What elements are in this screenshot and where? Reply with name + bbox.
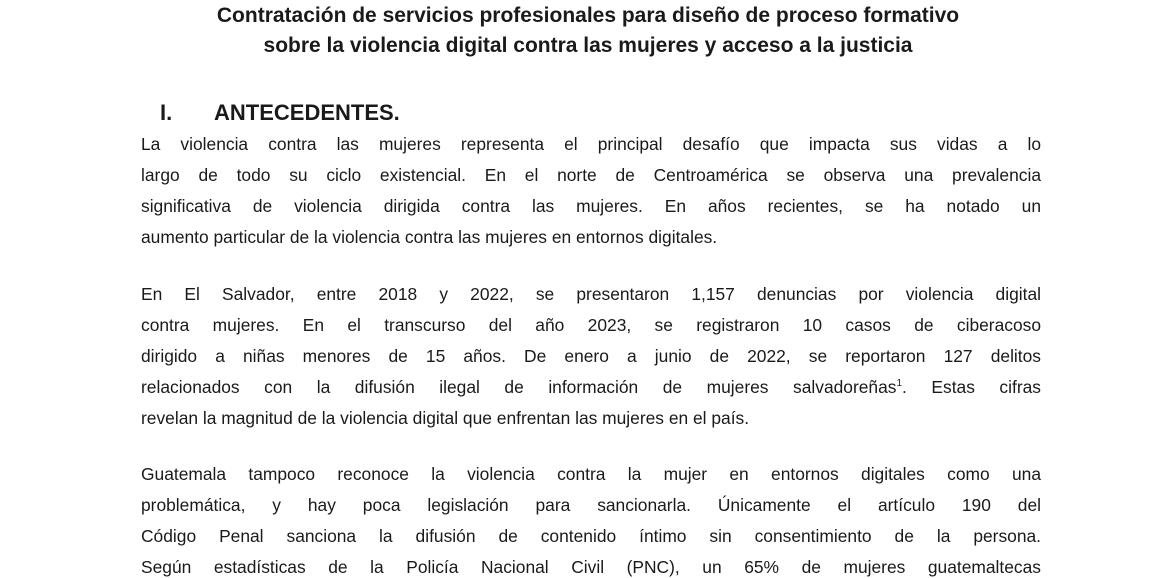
paragraph-line-with-footnote xyxy=(141,372,1041,403)
paragraph-line: Código Penal sanciona la difusión de contenido íntimo sin consentimiento de la persona. xyxy=(141,526,1041,546)
footnote-marker[interactable]: 1 xyxy=(896,378,903,390)
paragraph-line: Guatemala tampoco reconoce la violencia contra la mujer en entornos digitales como una xyxy=(141,464,1041,484)
paragraph-line: significativa de violencia dirigida contra las mujeres. En años recientes, se ha notado un xyxy=(141,196,1041,216)
paragraph-line: La violencia contra las mujeres representa el principal desafío que impacta sus vidas a lo xyxy=(141,134,1041,154)
paragraph-line: largo de todo su ciclo existencial. En el norte de Centroamérica se observa una prevalencia xyxy=(141,165,1041,185)
paragraph-line: problemática, y hay poca legislación para sancionarla. Únicamente el artículo 190 del xyxy=(141,495,1041,515)
paragraph-2 xyxy=(141,279,1041,434)
document-title-line-1: Contratación de servicios profesionales para diseño de proceso formativo xyxy=(216,4,960,27)
section-title: ANTECEDENTES. xyxy=(214,100,400,125)
paragraph-line: contra mujeres. En el transcurso del año 2023, se registraron 10 casos de ciberacoso xyxy=(141,315,1041,335)
footnote-line-tail: . Estas cifras xyxy=(902,377,1041,397)
section-number: I. xyxy=(160,100,173,125)
paragraph-line: dirigido a niñas menores de 15 años. De enero a junio de 2022, se reportaron 127 delitos xyxy=(141,346,1041,366)
section-heading xyxy=(160,100,400,126)
paragraph-3 xyxy=(141,459,1041,578)
paragraph-line: Según estadísticas de la Policía Nacional Civil (PNC), un 65% de mujeres guatemaltecas xyxy=(141,557,1041,577)
footnote-line-text: relacionados con la difusión ilegal de información de mujeres salvadoreñas xyxy=(141,377,897,397)
paragraph-line: En El Salvador, entre 2018 y 2022, se presentaron 1,157 denuncias por violencia digital xyxy=(141,284,1041,304)
paragraph-line: aumento particular de la violencia contra las mujeres en entornos digitales. xyxy=(141,227,718,247)
paragraph-line: revelan la magnitud de la violencia digital que enfrentan las mujeres en el país. xyxy=(141,408,750,428)
paragraph-1 xyxy=(141,129,1041,253)
document-title-line-2: sobre la violencia digital contra las mujeres y acceso a la justicia xyxy=(263,34,913,57)
